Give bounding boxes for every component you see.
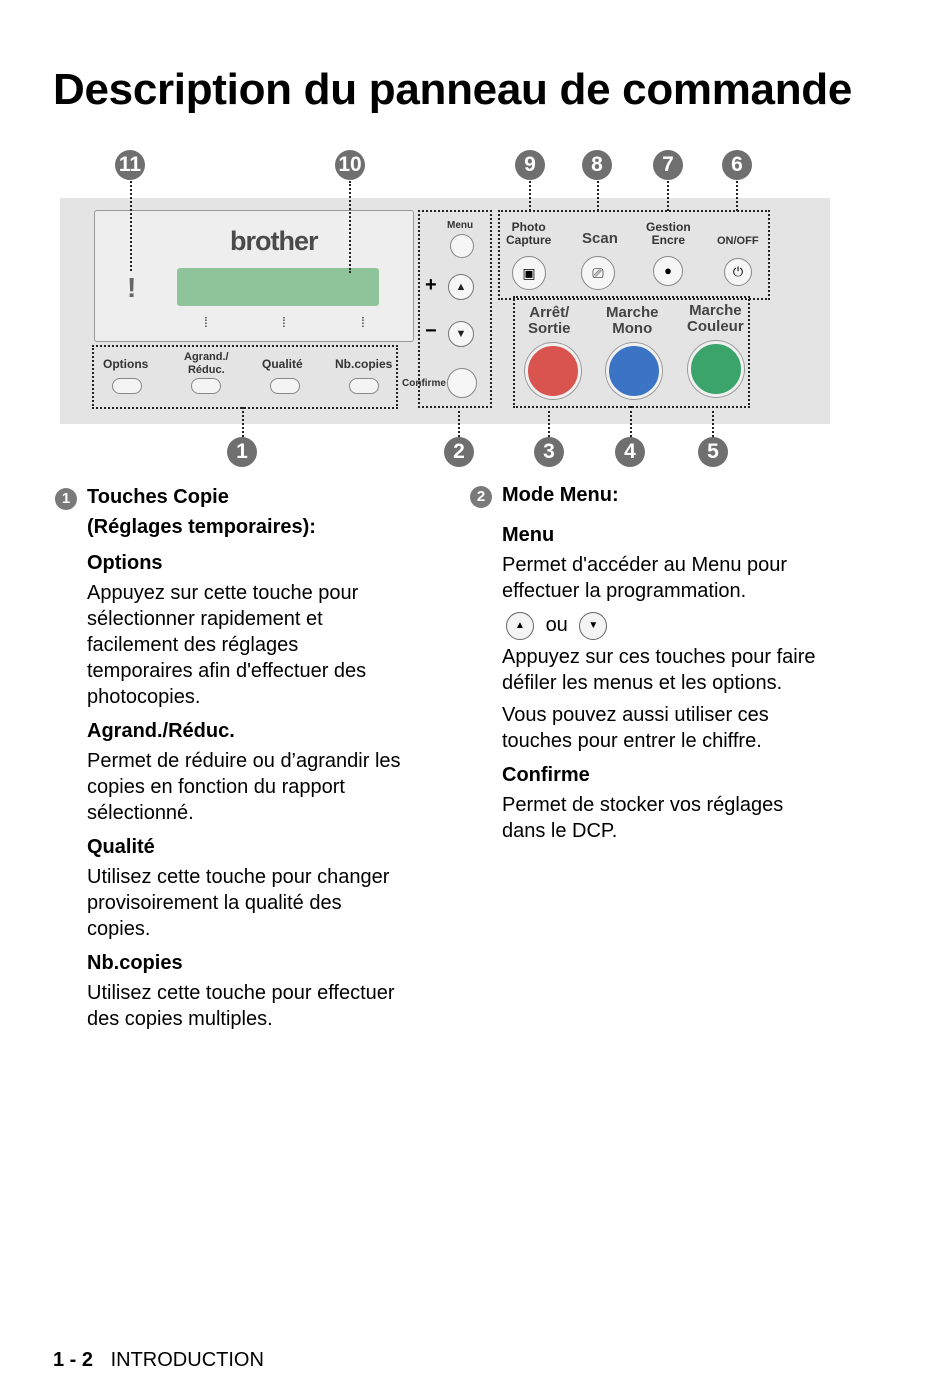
arrow-keys-row: [502, 612, 862, 642]
item-heading-qualite: Qualité: [87, 836, 155, 858]
agrand-button[interactable]: [191, 378, 221, 394]
leader-line: [242, 407, 244, 437]
marche-couleur-label: Marche Couleur: [687, 302, 744, 335]
down-arrow-icon: ▼: [579, 612, 607, 640]
item-text-confirme: Permet de stocker vos réglages dans le DCP.: [502, 794, 784, 842]
marche-mono-label: Marche Mono: [606, 304, 659, 337]
leader-line: [548, 406, 550, 437]
options-button[interactable]: [112, 378, 142, 394]
warning-icon: !: [127, 272, 137, 303]
color-start-button[interactable]: [688, 341, 744, 397]
nbcopies-button[interactable]: [349, 378, 379, 394]
stop-button[interactable]: [525, 343, 581, 399]
section-name: INTRODUCTION: [110, 1349, 264, 1371]
scan-label: Scan: [582, 230, 618, 247]
page-number: 1 - 2: [53, 1349, 94, 1371]
leader-line: [667, 181, 669, 211]
item-text-arrows: Appuyez sur ces touches pour faire défiler les menus et les options.: [502, 646, 816, 694]
nbcopies-label: Nb.copies: [335, 357, 393, 371]
item-heading-nbcopies: Nb.copies: [87, 952, 183, 974]
callout-4: 4: [615, 437, 645, 467]
copy-keys-group: [92, 345, 398, 409]
minus-sign: −: [425, 320, 437, 342]
section-number-2: 2: [470, 486, 492, 508]
item-heading-menu: Menu: [502, 524, 555, 546]
item-text-arrows-digits: Vous pouvez aussi utiliser ces touches pour entrer le chiffre.: [502, 704, 769, 752]
page-footer: [53, 1347, 264, 1373]
lcd-screen: [177, 268, 379, 306]
leader-line: [349, 181, 351, 273]
photo-capture-label: Photo Capture: [506, 220, 552, 247]
onoff-label: ON/OFF: [717, 235, 759, 247]
qualite-button[interactable]: [270, 378, 300, 394]
leader-line: [458, 406, 460, 437]
ink-drop-icon: ●: [664, 263, 672, 278]
leader-line: [597, 181, 599, 211]
options-label: Options: [103, 357, 149, 371]
section-heading: Touches Copie: [87, 486, 229, 508]
arret-sortie-label: Arrêt/ Sortie: [528, 304, 571, 337]
menu-button[interactable]: [450, 234, 474, 258]
agrand-label: Agrand./ Réduc.: [184, 351, 229, 376]
section-heading: (Réglages temporaires):: [87, 516, 316, 538]
left-column: [87, 484, 437, 1032]
callout-6: 6: [722, 150, 752, 180]
scan-icon: ⎚: [592, 265, 604, 281]
confirme-label: Confirme: [402, 378, 446, 389]
callout-7: 7: [653, 150, 683, 180]
item-text-nbcopies: Utilisez cette touche pour effectuer des copies multiples.: [87, 982, 395, 1030]
leader-line: [529, 181, 531, 211]
or-text: ou: [545, 614, 568, 636]
right-column: [502, 482, 862, 844]
up-arrow-button[interactable]: ▲: [448, 274, 474, 300]
ink-button[interactable]: [653, 256, 683, 286]
section-number-1: 1: [55, 488, 77, 510]
down-arrow-button[interactable]: ▼: [448, 321, 474, 347]
item-heading-confirme: Confirme: [502, 764, 590, 786]
callout-10: 10: [335, 150, 365, 180]
item-text-agrand: Permet de réduire ou d’agrandir les copies en fonction du rapport sélectionné.: [87, 750, 401, 824]
callout-11: 11: [115, 150, 145, 180]
page-title: Description du panneau de commande: [53, 65, 853, 114]
photo-icon: ▣: [522, 265, 536, 281]
leader-line: [736, 181, 738, 211]
brand-logo: brother: [230, 226, 318, 256]
leader-line: [630, 406, 632, 437]
scan-button[interactable]: [581, 256, 615, 290]
up-arrow-icon: ▲: [506, 612, 534, 640]
item-text-qualite: Utilisez cette touche pour changer provisoirement la qualité des copies.: [87, 866, 390, 940]
item-text-options: Appuyez sur cette touche pour sélectionner rapidement et facilement des réglages temporaires afin d'effectuer des photocopies.: [87, 582, 367, 708]
item-text-menu: Permet d'accéder au Menu pour effectuer la programmation.: [502, 554, 788, 602]
item-heading-agrand: Agrand./Réduc.: [87, 720, 235, 742]
leader-line: [130, 181, 132, 271]
confirme-button[interactable]: [447, 368, 477, 398]
photo-capture-button[interactable]: [512, 256, 546, 290]
qualite-label: Qualité: [262, 357, 303, 371]
callout-1: 1: [227, 437, 257, 467]
callout-2: 2: [444, 437, 474, 467]
menu-label: Menu: [447, 220, 474, 231]
callout-9: 9: [515, 150, 545, 180]
leader-line: [712, 406, 714, 437]
lcd-dots: ⁞ ⁞ ⁞: [204, 314, 365, 330]
item-heading-options: Options: [87, 552, 163, 574]
onoff-button[interactable]: [724, 258, 752, 286]
plus-sign: +: [425, 274, 437, 296]
callout-3: 3: [534, 437, 564, 467]
mono-start-button[interactable]: [606, 343, 662, 399]
power-icon: ⏻: [732, 264, 744, 279]
gestion-encre-label: Gestion Encre: [646, 220, 691, 247]
callout-8: 8: [582, 150, 612, 180]
section-heading: Mode Menu:: [502, 484, 619, 506]
callout-5: 5: [698, 437, 728, 467]
